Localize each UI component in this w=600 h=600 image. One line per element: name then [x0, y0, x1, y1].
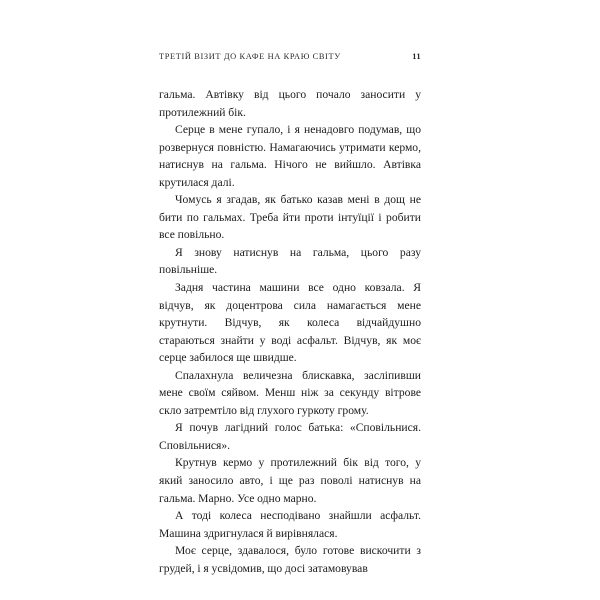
paragraph: Спалахнула величезна блискавка, засліпивши мене своїм сяйвом. Менш ніж за секунду вітрове скло затремтіло від глухого гуркоту грому.: [159, 368, 421, 417]
page-text-block: [159, 52, 421, 577]
paragraph: Моє серце, здавалося, було готове вискочити з грудей, і я усвідомив, що досі затамовував: [159, 544, 421, 575]
running-head-title: ТРЕТІЙ ВІЗИТ ДО КАФЕ НА КРАЮ СВІТУ: [159, 52, 341, 61]
paragraph: Серце в мене гупало, і я ненадовго подумав, що розвернуся повністю. Намагаючись утримати кермо, натиснув на гальма. Нічого не вийшло. Автівка крутилася далі.: [159, 123, 421, 189]
paragraph: Я почув лагідний голос батька: «Сповільнися. Сповільнися».: [159, 421, 421, 452]
running-head: [159, 52, 421, 66]
paragraph: А тоді колеса несподівано знайшли асфальт. Машина здригнулася й вирівнялася.: [159, 509, 421, 540]
paragraph: Задня частина машини все одно ковзала. Я відчув, як доцентрова сила намагається мене крутнути. Відчув, як колеса відчайдушно стараються знайти у воді асфальт. Відчув, як моє серце забилося ще швидше.: [159, 281, 421, 365]
page-number: 11: [412, 52, 421, 61]
paragraph: Я знову натиснув на гальма, цього разу повільніше.: [159, 245, 421, 277]
body-copy: [159, 86, 421, 577]
paragraph: гальма. Автівку від цього почало заносити у протилежний бік.: [159, 88, 421, 119]
paragraph: Чомусь я згадав, як батько казав мені в дощ не бити по гальмах. Треба йти проти інтуїції і робити все повільно.: [159, 193, 421, 242]
paragraph: Крутнув кермо у протилежний бік від того, у який заносило авто, і ще раз поволі натиснув на гальма. Марно. Усе одно марно.: [159, 456, 421, 505]
